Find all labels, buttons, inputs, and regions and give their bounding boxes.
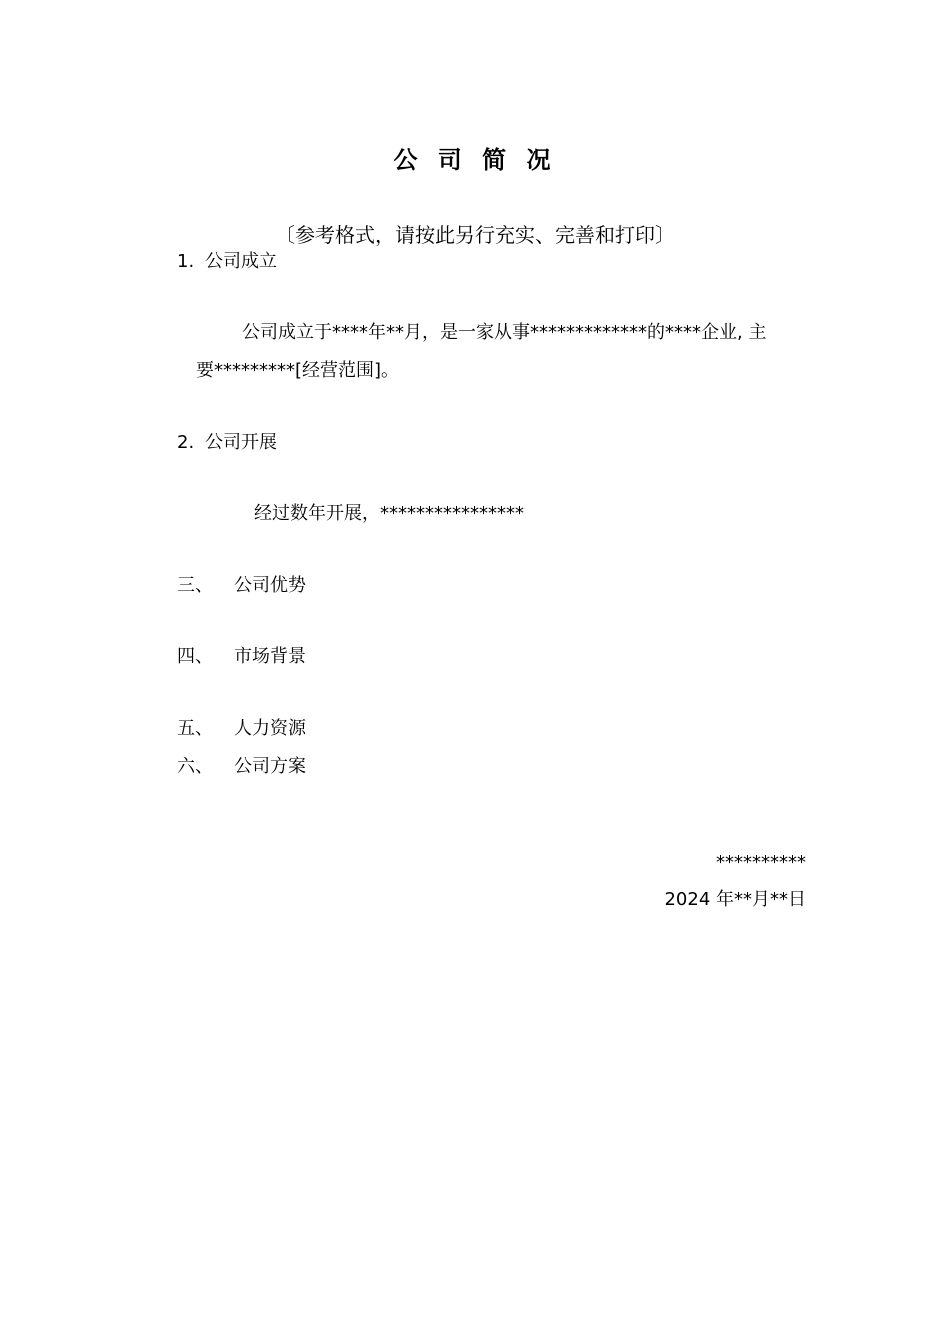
section-number: 六、 <box>177 756 213 777</box>
section-number: 三、 <box>177 575 213 596</box>
section-title: 市场背景 <box>234 646 306 667</box>
section-number: 2. <box>177 432 195 453</box>
document-title: 公 司 简 况 <box>393 146 557 174</box>
section-title: 人力资源 <box>234 718 306 739</box>
paragraph-1-line-1: 公司成立于****年**月，是一家从事*************的****企业, 主 <box>242 322 767 343</box>
section-2-heading <box>177 430 277 456</box>
section-4-heading <box>177 644 306 670</box>
section-number: 1. <box>177 251 195 272</box>
signature: ********** <box>716 852 806 873</box>
section-title: 公司成立 <box>205 251 277 272</box>
section-title: 公司开展 <box>205 432 277 453</box>
section-6-heading <box>177 754 306 780</box>
section-title: 公司优势 <box>234 575 306 596</box>
section-1-heading <box>177 249 277 275</box>
section-5-heading <box>177 716 306 742</box>
section-title: 公司方案 <box>234 756 306 777</box>
document-date: 2024 年**月**日 <box>664 889 806 910</box>
section-number: 四、 <box>177 646 213 667</box>
paragraph-1-line-2: 要*********[经营范围]。 <box>196 360 400 381</box>
document-subtitle: 〔参考格式，请按此另行充实、完善和打印〕 <box>275 223 675 247</box>
section-3-heading <box>177 573 306 599</box>
paragraph-2: 经过数年开展，**************** <box>254 503 524 524</box>
section-number: 五、 <box>177 718 213 739</box>
